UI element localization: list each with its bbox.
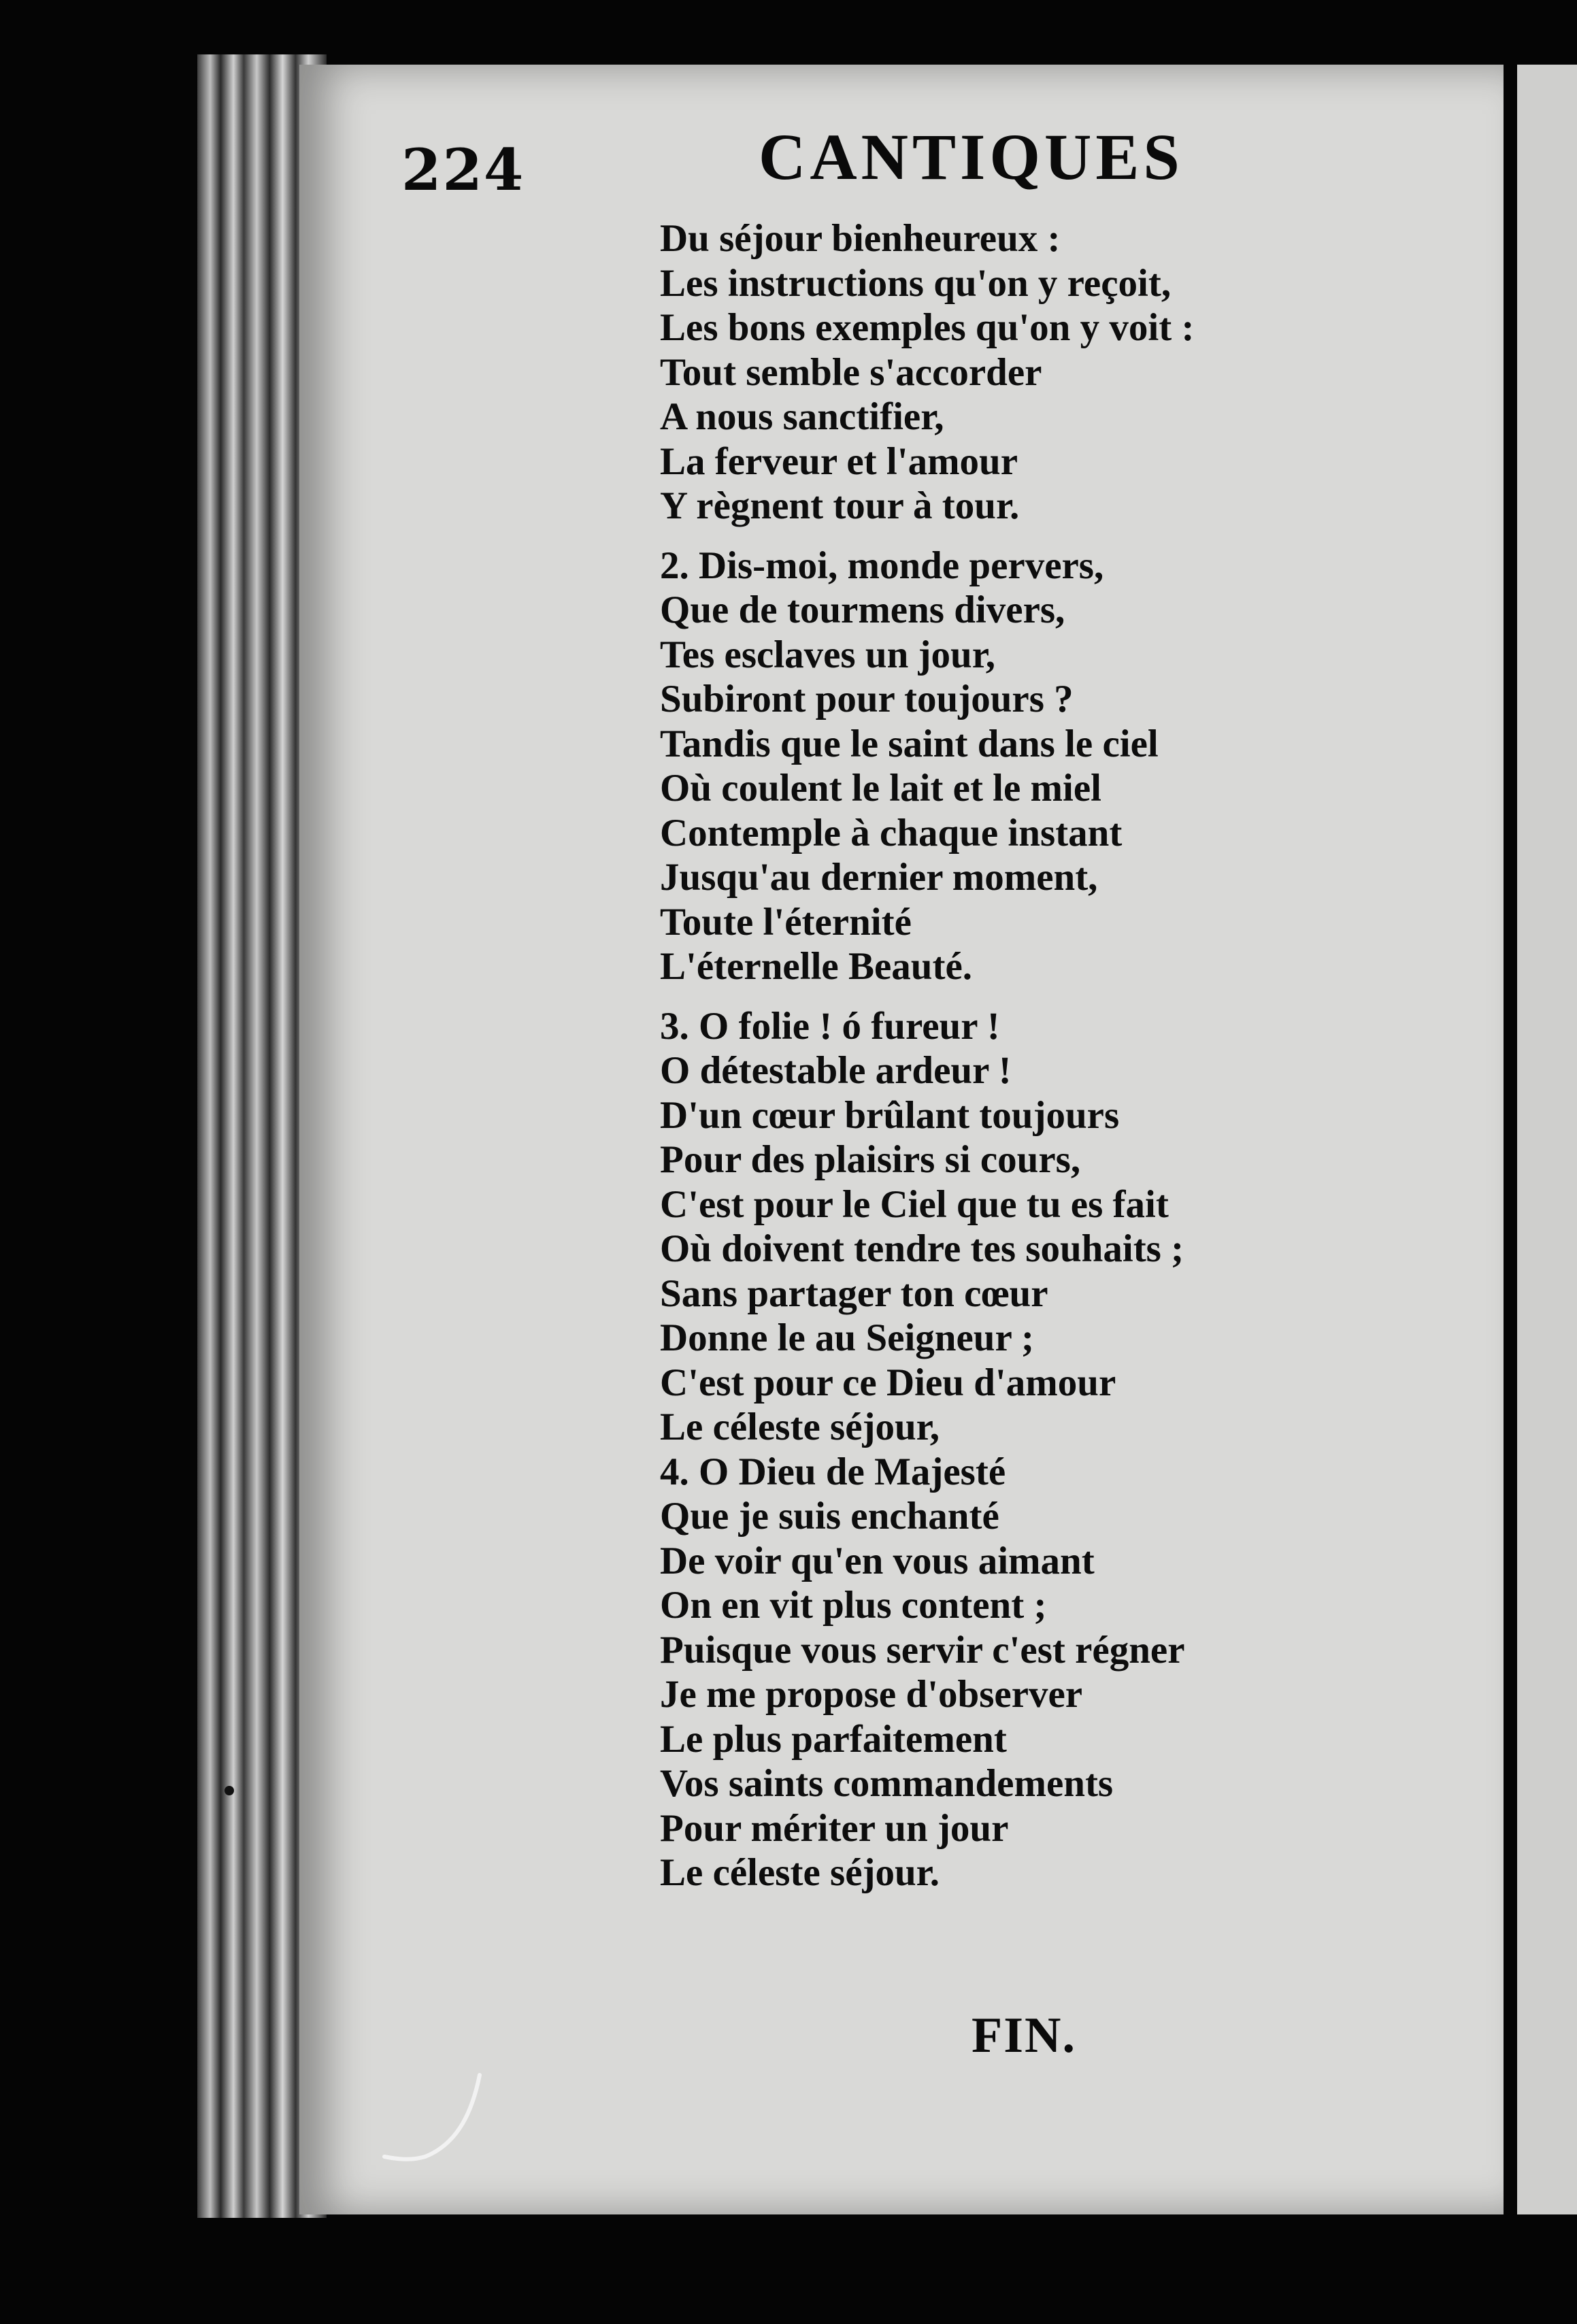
verse-line: On en vit plus content ; [660, 1584, 1047, 1627]
verse-line: De voir qu'en vous aimant [660, 1539, 1095, 1582]
verse-line: Tes esclaves un jour, [660, 633, 996, 676]
verse-line: Donne le au Seigneur ; [660, 1316, 1034, 1359]
facing-page-edge [1517, 65, 1577, 2214]
verse-line: Y règnent tour à tour. [660, 484, 1020, 527]
verse-line: 4. O Dieu de Majesté [660, 1450, 1006, 1493]
verse-line: Jusqu'au dernier moment, [660, 856, 1098, 899]
page-number: 224 [401, 136, 525, 203]
pencil-mark [378, 2068, 500, 2170]
hymn-verses [660, 216, 1497, 1895]
end-mark: FIN. [972, 2008, 1076, 2063]
verse-line: Puisque vous servir c'est régner [660, 1628, 1185, 1672]
verse-line: Que je suis enchanté [660, 1495, 999, 1538]
verse-line: Pour des plaisirs si cours, [660, 1138, 1081, 1181]
verse-line: Sans partager ton cœur [660, 1272, 1048, 1315]
verse-line: Les instructions qu'on y reçoit, [660, 261, 1172, 305]
verse-line: Toute l'éternité [660, 900, 912, 944]
verse-line: C'est pour le Ciel que tu es fait [660, 1182, 1169, 1226]
verse-line: Vos saints commandements [660, 1762, 1114, 1805]
verse-line: Où doivent tendre tes souhaits ; [660, 1227, 1184, 1270]
verse-line: Tandis que le saint dans le ciel [660, 722, 1159, 765]
verse-line: 3. O folie ! ó fureur ! [660, 1004, 1000, 1048]
verse-line: Où coulent le lait et le miel [660, 767, 1102, 810]
verse-line: Du séjour bienheureux : [660, 217, 1061, 260]
verse-line: A nous sanctifier, [660, 395, 944, 438]
verse-line: C'est pour ce Dieu d'amour [660, 1361, 1116, 1404]
verse-line: 2. Dis-moi, monde pervers, [660, 544, 1104, 587]
verse-line: Pour mériter un jour [660, 1806, 1009, 1850]
verse-line: Le céleste séjour. [660, 1851, 940, 1894]
verse-line: D'un cœur brûlant toujours [660, 1093, 1120, 1137]
verse-line: Les bons exemples qu'on y voit : [660, 306, 1195, 349]
verse-line: O détestable ardeur ! [660, 1049, 1012, 1092]
verse-line: Je me propose d'observer [660, 1673, 1083, 1716]
verse-line: Le céleste séjour, [660, 1406, 940, 1448]
verse-line: La ferveur et l'amour [660, 439, 1018, 483]
verse-line: Tout semble s'accorder [660, 350, 1042, 394]
verse-line: Subiront pour toujours ? [660, 678, 1074, 720]
running-head: CANTIQUES [759, 120, 1184, 193]
verse-line: Que de tourmens divers, [660, 588, 1065, 631]
verse-line: Le plus parfaitement [660, 1717, 1007, 1761]
verse-line: Contemple à chaque instant [660, 811, 1123, 854]
verse-line: L'éternelle Beauté. [660, 945, 973, 988]
ink-speck [225, 1786, 234, 1795]
